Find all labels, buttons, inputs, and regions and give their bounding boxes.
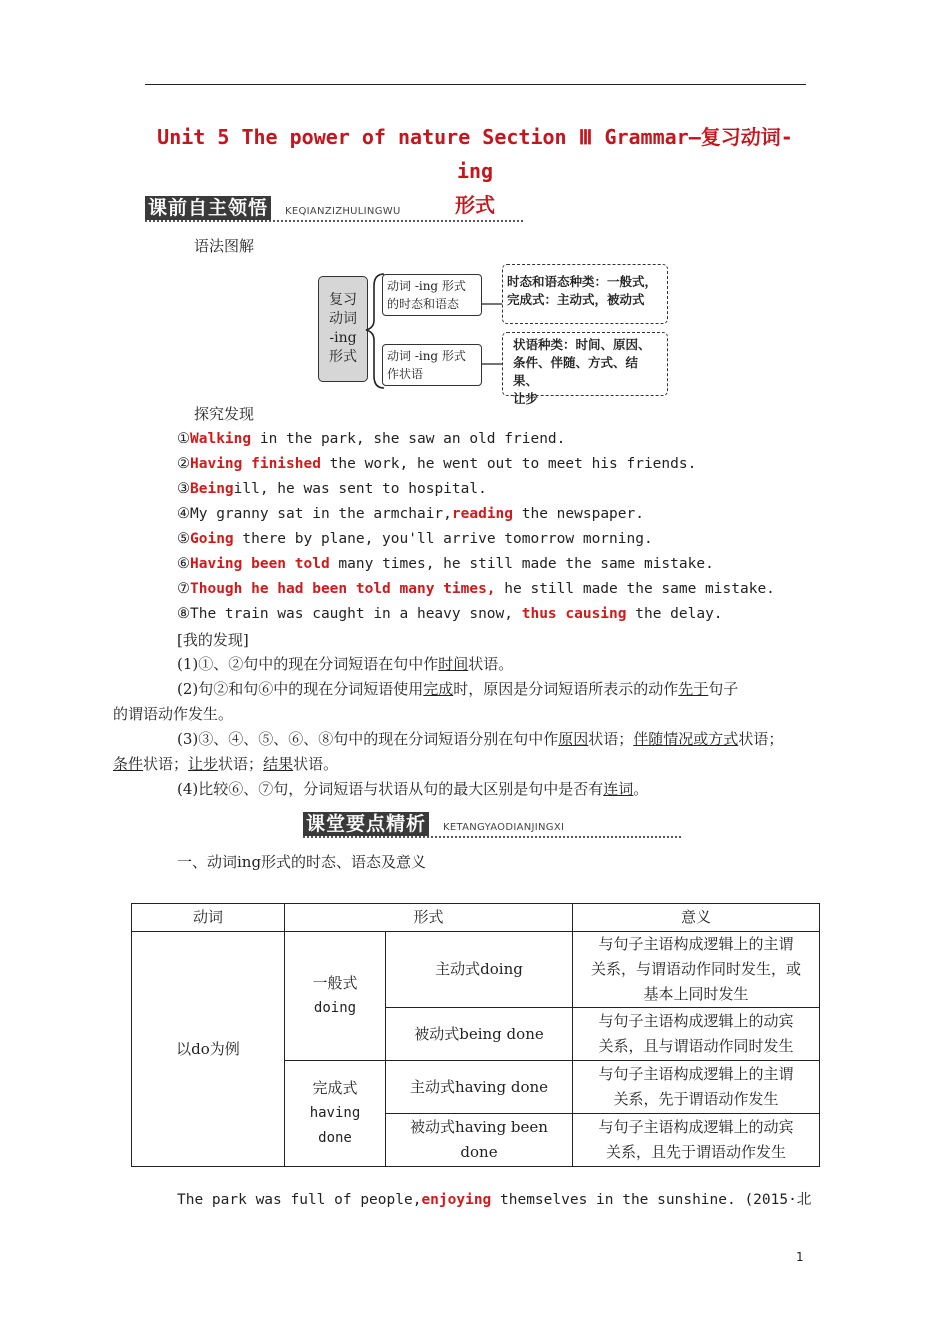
table-cell-form: 被动式being done — [386, 1008, 573, 1061]
diagram-root-box: 复习 动词 -ing 形式 — [318, 276, 368, 382]
explore-heading: 探究发现 — [194, 405, 255, 423]
diagram-branch-tense-voice: 动词 -ing 形式 的时态和语态 — [382, 274, 482, 316]
banner-dotted-rule — [303, 836, 681, 838]
table-header: 动词 — [132, 904, 285, 932]
table-cell-form: 被动式having been done — [386, 1114, 573, 1167]
example-sentence: ⑦Though he had been told many times, he still made the same mistake. — [177, 581, 775, 597]
table-cell-meaning: 与句子主语构成逻辑上的主谓 关系，与谓语动作同时发生，或 基本上同时发生 — [573, 932, 820, 1008]
diagram-detail-tense-voice: 时态和语态种类：一般式， 完成式：主动式，被动式 — [502, 264, 668, 324]
grammar-diagram — [318, 264, 670, 406]
bottom-example-sentence: The park was full of people,enjoying themselves in the sunshine. (2015·北 — [177, 1192, 812, 1208]
grammar-diagram-heading: 语法图解 — [194, 237, 255, 255]
example-sentence: ⑥Having been told many times, he still made the same mistake. — [177, 556, 714, 572]
banner-dotted-rule — [145, 220, 523, 222]
banner-pinyin: KETANGYAODIANJINGXI — [443, 822, 565, 833]
table-cell-simple: 一般式 doing — [285, 932, 386, 1061]
diagram-branch-adverbial: 动词 -ing 形式 作状语 — [382, 344, 482, 386]
section-one-heading: 一、动词ing形式的时态、语态及意义 — [177, 853, 427, 871]
finding-2: (2)句②和句⑥中的现在分词短语使用完成时，原因是分词短语所表示的动作先于句子 的谓语动作发生。 — [113, 680, 739, 723]
finding-3: (3)③、④、⑤、⑥、⑧句中的现在分词短语分别在句中作原因状语；伴随情况或方式状语； 条件状语；让步状语；结果状语。 — [113, 730, 784, 773]
banner-label: 课前自主领悟 — [145, 196, 271, 220]
top-rule — [145, 84, 806, 85]
banner-label: 课堂要点精析 — [303, 812, 429, 836]
finding-4: (4)比较⑥、⑦句，分词短语与状语从句的最大区别是句中是否有连词。 — [177, 780, 649, 798]
table-cell-verb: 以do为例 — [132, 932, 285, 1167]
table-cell-meaning: 与句子主语构成逻辑上的主谓 关系，先于谓语动作发生 — [573, 1061, 820, 1114]
example-sentence: ①Walking in the park, she saw an old friend. — [177, 431, 566, 447]
banner-pinyin: KEQIANZIZHULINGWU — [285, 206, 401, 217]
section-banner-key-points — [303, 812, 683, 838]
table-cell-meaning: 与句子主语构成逻辑上的动宾 关系，且先于谓语动作发生 — [573, 1114, 820, 1167]
table-cell-meaning: 与句子主语构成逻辑上的动宾 关系，且与谓语动作同时发生 — [573, 1008, 820, 1061]
example-sentence: ⑧The train was caught in a heavy snow, thus causing the delay. — [177, 606, 723, 622]
title-line-1: Unit 5 The power of nature Section Ⅲ Grammar—复习动词-ing — [157, 125, 793, 183]
page-number: 1 — [796, 1250, 804, 1264]
table-header: 形式 — [285, 904, 573, 932]
findings-heading: [我的发现] — [177, 631, 249, 649]
diagram-detail-adverbial: 状语种类：时间、原因、 条件、伴随、方式、结果、 让步 — [502, 332, 668, 396]
table-cell-form: 主动式doing — [386, 932, 573, 1008]
table-cell-form: 主动式having done — [386, 1061, 573, 1114]
section-banner-preview — [145, 196, 525, 222]
finding-1: (1)①、②句中的现在分词短语在句中作时间状语。 — [177, 655, 514, 673]
example-sentence: ⑤Going there by plane, you'll arrive tomorrow morning. — [177, 531, 653, 547]
grammar-table — [131, 903, 820, 1167]
example-sentence: ③Beingill, he was sent to hospital. — [177, 481, 487, 497]
example-sentence: ②Having finished the work, he went out to meet his friends. — [177, 456, 697, 472]
table-header: 意义 — [573, 904, 820, 932]
table-cell-perfect: 完成式 having done — [285, 1061, 386, 1167]
example-sentence: ④My granny sat in the armchair,reading the newspaper. — [177, 506, 644, 522]
title-line-2: 形式 — [455, 193, 495, 217]
